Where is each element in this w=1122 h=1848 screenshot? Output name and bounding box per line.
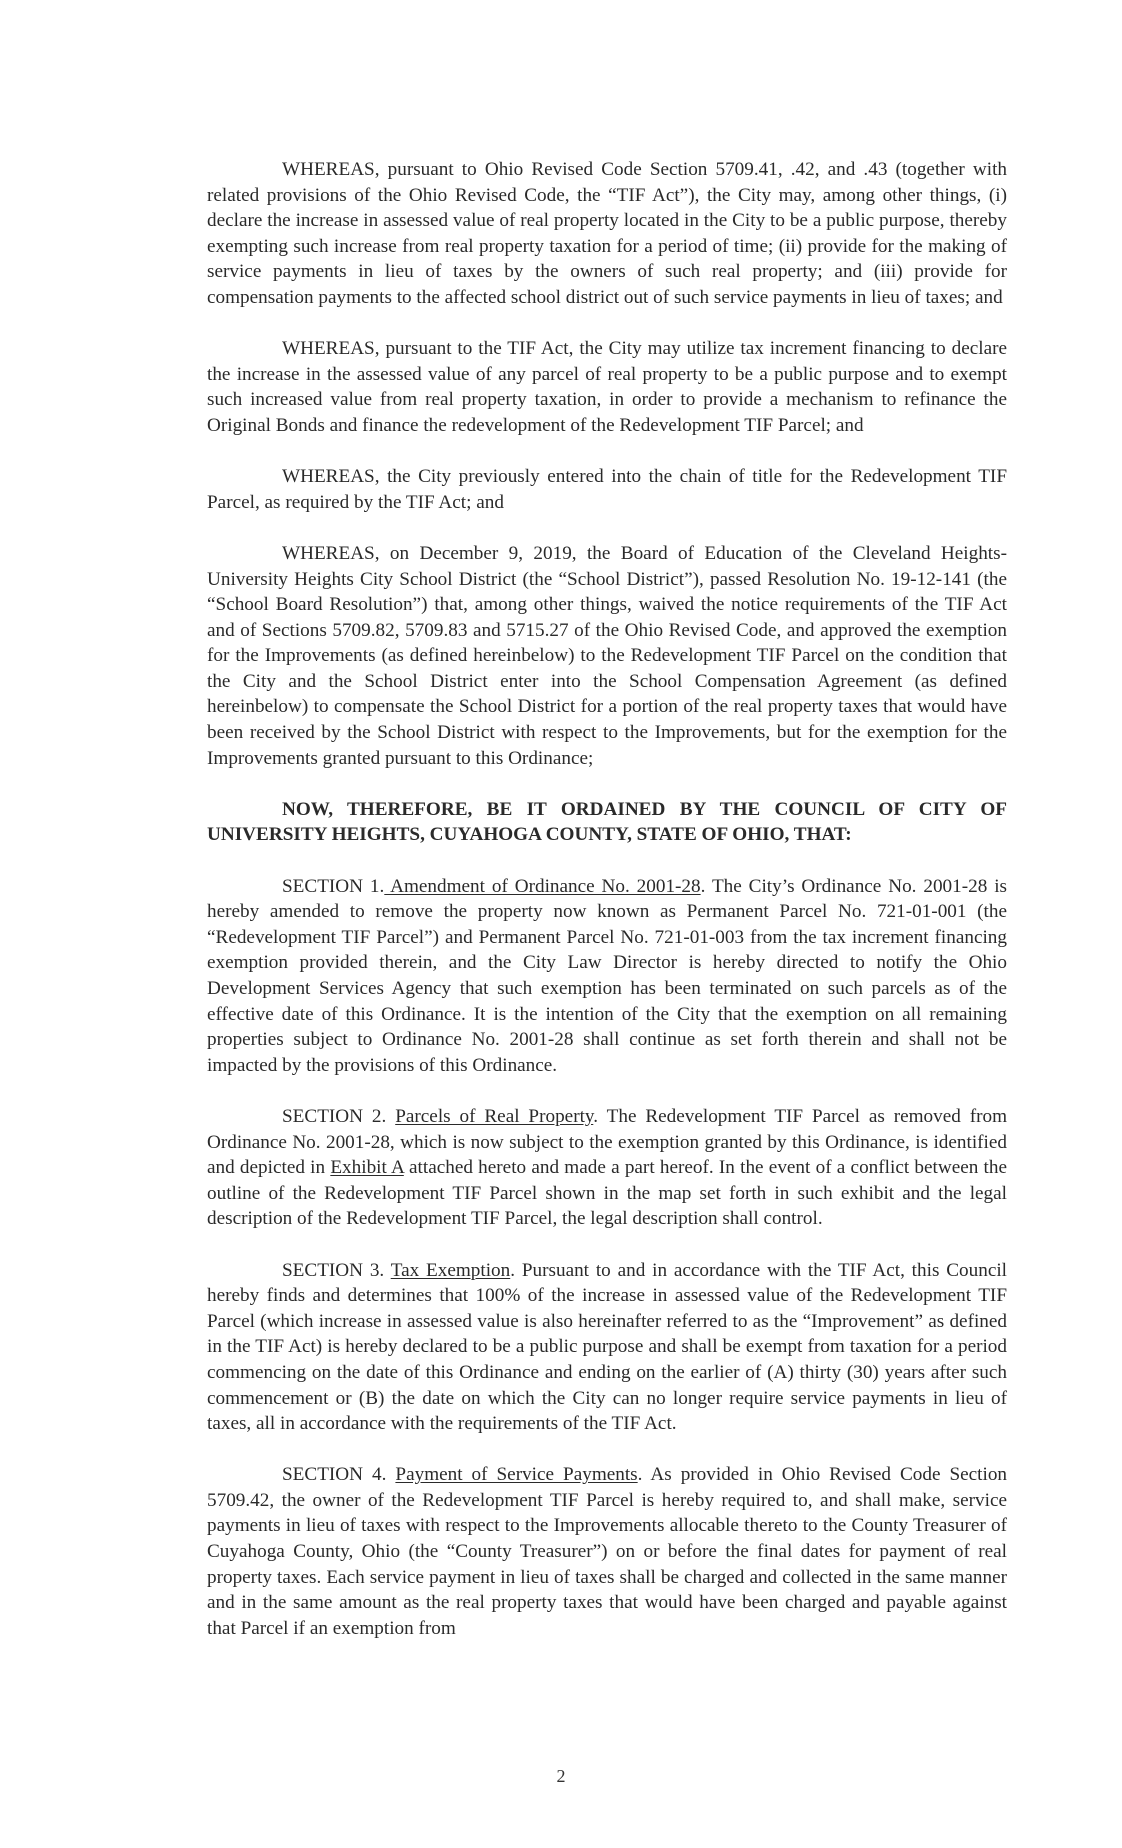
section-3-number: SECTION 3.	[282, 1259, 385, 1281]
section-1-body: . The City’s Ordinance No. 2001-28 is hereby amended to remove the property now known as Permanent Parcel No. 721-01-001 (the “Redevelopment TIF Parcel”) and Permanent Parcel No. 721-01-003 from the tax increment financing exemption provided therein, and the City Law Director is hereby directed to notify the Ohio Development Services Agency that such exemption has been terminated on such parcels as of the effective date of this Ordinance. It is the intention of the City that the exemption on all remaining properties subject to Ordinance No. 2001-28 shall continue as set forth therein and shall not be impacted by the provisions of this Ordinance.	[207, 875, 1007, 1076]
section-2-body-b: attached hereto and made a part hereof. In the event of a conflict between the outline of the Redevelopment TIF Parcel shown in the map set forth in such exhibit and the legal description of the Redevelopment TIF Parcel, the legal description shall control.	[207, 1157, 1007, 1230]
section-2-title: Parcels of Real Property	[395, 1105, 594, 1127]
whereas-paragraph-1: WHEREAS, pursuant to Ohio Revised Code Section 5709.41, .42, and .43 (together with related provisions of the Ohio Revised Code, the “TIF Act”), the City may, among other things, (i) declare the increase in assessed value of real property located in the City to be a public purpose, thereby exempting such increase from real property taxation for a period of time; (ii) provide for the making of service payments in lieu of taxes by the owners of such real property; and (iii) provide for compensation payments to the affected school district out of such service payments in lieu of taxes; and	[207, 159, 1007, 308]
section-2	[207, 1104, 1007, 1232]
section-3-title: Tax Exemption	[390, 1259, 511, 1281]
whereas-paragraph-2: WHEREAS, pursuant to the TIF Act, the City may utilize tax increment financing to declare the increase in the assessed value of any parcel of real property to be a public purpose and to exempt such increased value from real property taxation, in order to provide a mechanism to refinance the Original Bonds and finance the redevelopment of the Redevelopment TIF Parcel; and	[207, 338, 1007, 436]
section-4	[207, 1462, 1007, 1641]
ordain-heading: NOW, THEREFORE, BE IT ORDAINED BY THE COUNCIL OF CITY OF UNIVERSITY HEIGHTS, CUYAHOGA COUNTY, STATE OF OHIO, THAT:	[207, 798, 1007, 846]
section-4-number: SECTION 4.	[282, 1464, 387, 1486]
section-1-title: Amendment of Ordinance No. 2001-28	[384, 875, 701, 897]
section-4-body: . As provided in Ohio Revised Code Section 5709.42, the owner of the Redevelopment TIF Parcel is hereby required to, and shall make, service payments in lieu of taxes with respect to the Improvements allocable thereto to the County Treasurer of Cuyahoga County, Ohio (the “County Treasurer”) on or before the final dates for payment of real property taxes. Each service payment in lieu of taxes shall be charged and collected in the same manner and in the same amount as the real property taxes that would have been charged and payable against that Parcel if an exemption from	[207, 1464, 1008, 1639]
section-2-body-a: . The Redevelopment TIF Parcel as removed from Ordinance No. 2001-28, which is now subject to the exemption granted by this Ordinance, is identified and depicted in	[207, 1105, 1008, 1179]
document-page	[207, 157, 1007, 1667]
section-3-body: . Pursuant to and in accordance with the TIF Act, this Council hereby finds and determines that 100% of the increase in assessed value of the Redevelopment TIF Parcel (which increase in assessed value is also hereinafter referred to as the “Improvement” as defined in the TIF Act) is hereby declared to be a public purpose and shall be exempt from taxation for a period commencing on the date of this Ordinance and ending on the earlier of (A) thirty (30) years after such commencement or (B) the date on which the City can no longer require service payments in lieu of taxes, all in accordance with the requirements of the TIF Act.	[207, 1259, 1007, 1435]
whereas-paragraph-4: WHEREAS, on December 9, 2019, the Board of Education of the Cleveland Heights-University Heights City School District (the “School District”), passed Resolution No. 19-12-141 (the “School Board Resolution”) that, among other things, waived the notice requirements of the TIF Act and of Sections 5709.82, 5709.83 and 5715.27 of the Ohio Revised Code, and approved the exemption for the Improvements (as defined hereinbelow) to the Redevelopment TIF Parcel on the condition that the City and the School District enter into the School Compensation Agreement (as defined hereinbelow) to compensate the School District for a portion of the real property taxes that would have been received by the School District with respect to the Improvements, but for the exemption for the Improvements granted pursuant to this Ordinance;	[207, 542, 1007, 769]
section-4-title: Payment of Service Payments	[395, 1464, 638, 1486]
section-2-number: SECTION 2.	[282, 1105, 387, 1127]
page-number: 2	[556, 1766, 566, 1786]
section-3	[207, 1258, 1007, 1437]
section-1	[207, 874, 1007, 1079]
section-1-number: SECTION 1.	[282, 875, 385, 897]
exhibit-a-reference: Exhibit A	[330, 1157, 404, 1179]
whereas-paragraph-3: WHEREAS, the City previously entered into the chain of title for the Redevelopment TIF Parcel, as required by the TIF Act; and	[207, 466, 1007, 513]
